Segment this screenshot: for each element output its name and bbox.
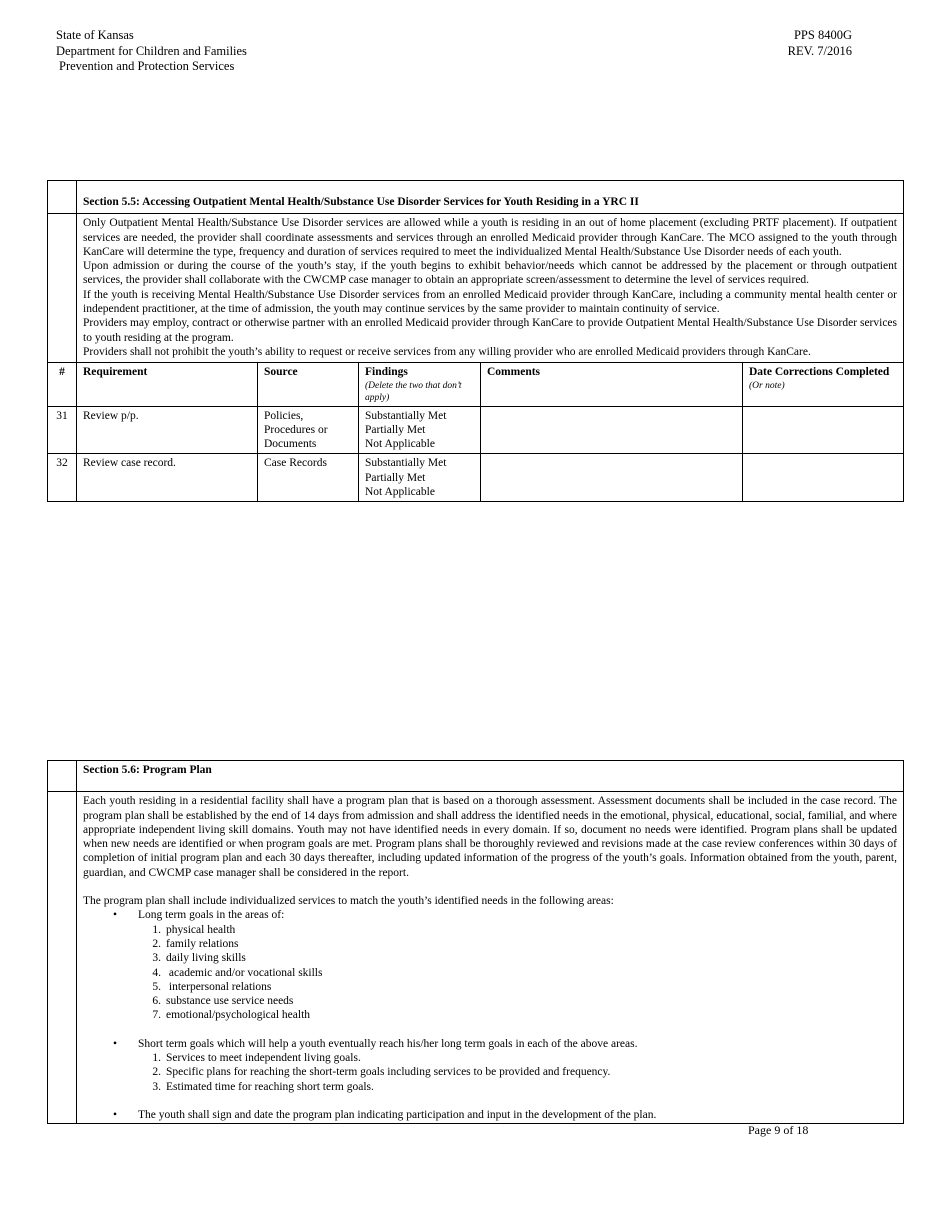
list-item: 1. physical health	[152, 923, 236, 936]
header-division: Prevention and Protection Services	[59, 59, 235, 73]
program-plan-lead: The program plan shall include individualized services to match the youth’s identified needs in the following areas:	[83, 895, 614, 908]
section-5-5-title: Section 5.5: Accessing Outpatient Mental Health/Substance Use Disorder Services for Youth Residing in a YRC II	[77, 181, 904, 214]
program-plan-intro: Each youth residing in a residential facility shall have a program plan that is based on a thorough assessment. Assessment documents shall be included in the case record. The program plan shall be established by the end of 14 days from admission and shall address the identified needs in the emotional, physical, educational, social, familial, and where appropriate independent living skill domains. Youth may not have identified needs in every domain. If so, document no needs were identified. Program plans shall be updated when new needs are identified or when program goals are met. Program plans shall be thoroughly reviewed and revisions made at the case review conferences within 30 days of completion of initial program plan and each 30 days thereafter, including updated information of the progress of the youth’s goals. Information obtained from the youth, parent, guardian, and CWCMP case manager shall be considered in the report.	[83, 795, 897, 879]
section-5-5-body	[77, 214, 904, 363]
list-item: 2. family relations	[152, 937, 239, 950]
bullet-long-term: • Long term goals in the areas of:	[113, 909, 285, 922]
section-5-6-body	[77, 792, 904, 1124]
finding-option: Substantially Met	[365, 457, 447, 470]
row-findings[interactable]	[359, 454, 481, 502]
row-requirement: Review p/p.	[77, 406, 258, 454]
col-header-source: Source	[258, 363, 359, 406]
page-number: Page 9 of 18	[748, 1123, 809, 1137]
section-5-5-paragraph: Providers shall not prohibit the youth’s ability to request or receive services from any willing provider who are enrolled Medicaid providers through KanCare.	[83, 345, 811, 358]
short-term-goals-list	[83, 1051, 897, 1094]
header-department: Department for Children and Families	[56, 43, 247, 58]
section-5-6-table	[47, 760, 904, 1124]
bullet-sign-date: • The youth shall sign and date the program plan indicating participation and input in the development of the plan.	[113, 1108, 657, 1121]
finding-option: Substantially Met	[365, 409, 447, 422]
form-revision: REV. 7/2016	[787, 43, 852, 58]
row-number: 31	[48, 406, 77, 454]
table-header-row	[48, 363, 904, 406]
section-5-5-title-row	[48, 181, 904, 214]
row-number: 32	[48, 454, 77, 502]
bullet-icon: •	[113, 1037, 118, 1050]
section-5-6-title-row	[48, 761, 904, 792]
document-header-left	[56, 28, 247, 75]
row-comments[interactable]	[481, 406, 743, 454]
col-header-findings: Findings (Delete the two that don’t apply)	[359, 363, 481, 406]
table-row	[48, 406, 904, 454]
list-item: 6. substance use service needs	[152, 995, 294, 1008]
finding-option: Partially Met	[365, 471, 426, 484]
row-date-corrections[interactable]	[743, 454, 904, 502]
section-5-5-table	[47, 180, 904, 502]
row-date-corrections[interactable]	[743, 406, 904, 454]
long-term-goals-list	[83, 923, 897, 1023]
list-item: 4. academic and/or vocational skills	[152, 966, 323, 979]
finding-option: Not Applicable	[365, 486, 435, 499]
col-header-comments: Comments	[481, 363, 743, 406]
row-source: Policies, Procedures or Documents	[258, 406, 359, 454]
col-header-number: #	[48, 363, 77, 406]
findings-note: (Delete the two that don’t apply)	[365, 380, 462, 403]
list-item: 1. Services to meet independent living goals.	[152, 1052, 361, 1065]
section-5-6-title: Section 5.6: Program Plan	[77, 761, 904, 792]
list-item: 2. Specific plans for reaching the short-term goals including services to be provided and frequency.	[152, 1066, 611, 1079]
section-5-6-body-row	[48, 792, 904, 1124]
row-source: Case Records	[258, 454, 359, 502]
document-header-right	[762, 28, 852, 59]
list-item: 7. emotional/psychological health	[152, 1009, 311, 1022]
col-header-date-corrections: Date Corrections Completed (Or note)	[743, 363, 904, 406]
bullet-icon: •	[113, 1108, 118, 1121]
finding-option: Not Applicable	[365, 438, 435, 451]
section-5-5-paragraph: Providers may employ, contract or otherwise partner with an enrolled Medicaid provider through KanCare to provide Outpatient Mental Health/Substance Use Disorder services to youth residing at the program.	[83, 317, 898, 344]
header-state: State of Kansas	[56, 28, 134, 42]
row-findings[interactable]	[359, 406, 481, 454]
list-item: 3. daily living skills	[152, 952, 246, 965]
table-row	[48, 454, 904, 502]
form-number: PPS 8400G	[793, 28, 852, 42]
date-note: (Or note)	[749, 380, 785, 391]
section-5-5-paragraph: If the youth is receiving Mental Health/Substance Use Disorder services from an enrolled Medicaid provider through KanCare, including a community mental health center or independent practitioner, at the time of admission, the youth may continue services by the same provider to maintain continuity of service.	[83, 288, 898, 316]
row-comments[interactable]	[481, 454, 743, 502]
list-item: 5. interpersonal relations	[152, 980, 272, 993]
section-5-5-body-row	[48, 214, 904, 363]
row-requirement: Review case record.	[77, 454, 258, 502]
list-item: 3. Estimated time for reaching short term goals.	[152, 1080, 374, 1093]
col-header-requirement: Requirement	[77, 363, 258, 406]
bullet-short-term: • Short term goals which will help a youth eventually reach his/her long term goals in each of the above areas.	[113, 1037, 638, 1050]
finding-option: Partially Met	[365, 423, 426, 436]
bullet-icon: •	[113, 909, 118, 922]
section-5-5-paragraph: Upon admission or during the course of the youth’s stay, if the youth begins to exhibit behavior/needs which cannot be addressed by the placement or through outpatient services, the provider shall collaborate with the CWCMP case manager to obtain an appropriate screen/assessment to determine the level of services required.	[83, 260, 898, 287]
section-5-5-paragraph: Only Outpatient Mental Health/Substance Use Disorder services are allowed while a youth is residing in an out of home placement (excluding PRTF placement). If outpatient services are needed, the provider shall coordinate assessments and services through an enrolled Medicaid provider through KanCare. The MCO assigned to the youth through KanCare will determine the type, frequency and duration of services required to meet the individualized Mental Health/Substance Use Disorder needs of each youth.	[83, 217, 898, 258]
